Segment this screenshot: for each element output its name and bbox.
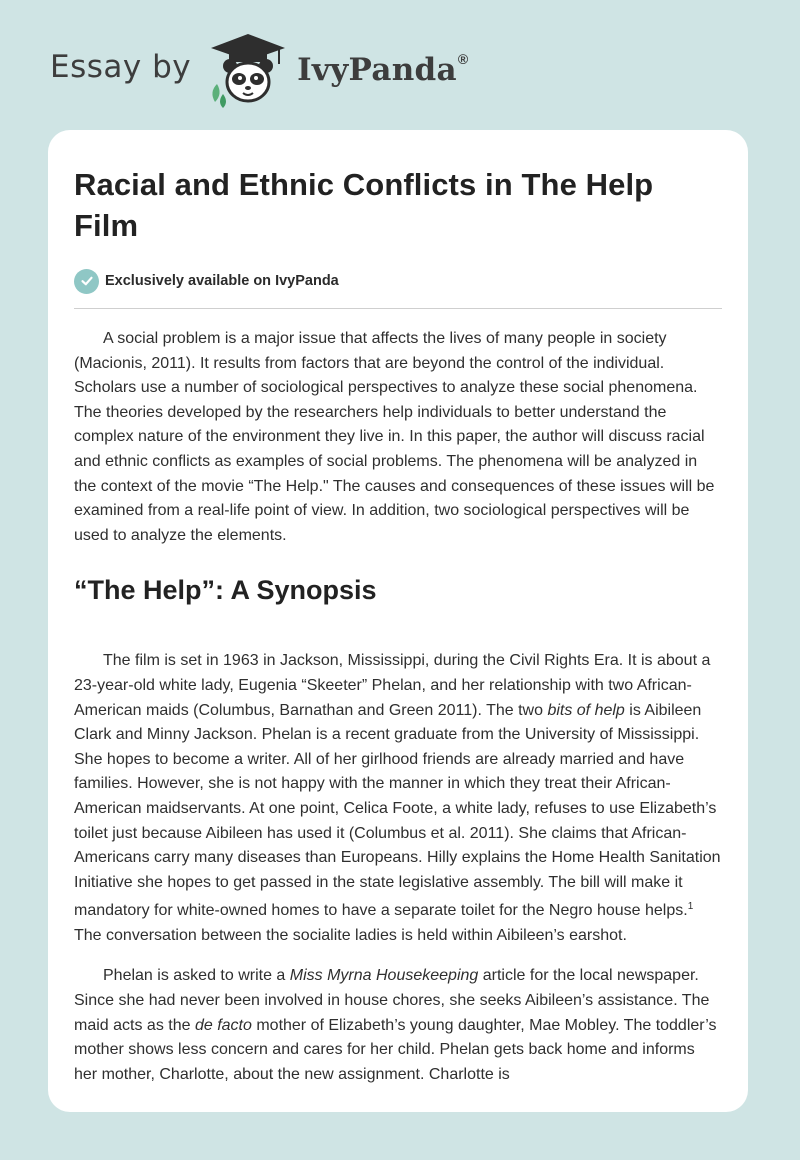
panda-graduate-logo-icon[interactable] (205, 32, 291, 108)
exclusive-badge (74, 268, 722, 294)
essay-card (48, 130, 748, 1112)
text-span: The film is set in 1963 in Jackson, Mississippi, during the Civil Rights Era. It is about a 23-year-old white lady, Eugenia “Skeeter” Phelan, and her relationship with two African-American maids (Columbus, Barnathan and Green 2011). The two (74, 652, 711, 719)
synopsis-paragraph-2 (74, 964, 722, 1087)
check-icon (74, 269, 99, 294)
footnote-marker[interactable]: 1 (687, 901, 694, 913)
italic-span: bits of help (547, 701, 625, 719)
synopsis-paragraph-1 (74, 649, 722, 948)
text-span: Phelan is asked to write a (103, 967, 290, 985)
intro-paragraph: A social problem is a major issue that affects the lives of many people in society (Macionis, 2011). It results from factors that are beyond the control of the individual. Scholars use a number of sociological perspectives to analyze these social phenomena. The theories developed by the researchers help individuals to better understand the complex nature of the environment they live in. In this paper, the author will discuss racial and ethnic conflicts as examples of social problems. The phenomena will be analyzed in the context of the movie “The Help." The causes and consequences of these issues will be examined from a real-life point of view. In addition, two sociological perspectives will be used to analyze the elements. (74, 330, 715, 544)
italic-span: de facto (194, 1016, 252, 1034)
divider (74, 308, 722, 309)
site-header (50, 30, 750, 110)
essay-title: Racial and Ethnic Conflicts in The Help Film (74, 167, 654, 243)
exclusive-badge-label: Exclusively available on IvyPanda (105, 273, 339, 289)
section-heading: “The Help”: A Synopsis (74, 575, 377, 606)
brand-label: IvyPanda (297, 51, 457, 88)
text-span: article for the local newspaper. Since she had never been involved in house chores, she seeks Aibileen’s assistance. The maid acts as the (74, 967, 710, 1034)
italic-span: Miss Myrna Housekeeping (289, 967, 479, 985)
text-span: mother of Elizabeth’s young daughter, Mae Mobley. The toddler’s mother shows less concern and cares for her child. Phelan gets back home and informs her mother, Charlotte, about the new assignment. Charlotte is (74, 1016, 717, 1083)
text-span: The conversation between the socialite ladies is held within Aibileen’s earshot. (74, 926, 627, 944)
essay-by-label: Essay by (50, 49, 192, 85)
brand-name[interactable] (297, 51, 468, 88)
text-span: is Aibileen Clark and Minny Jackson. Phelan is a recent graduate from the University of Mississippi. She hopes to become a writer. All of her girlhood friends are already married and have families. However, she is not happy with the manner in which they treat their African-American maidservants. At one point, Celica Foote, a white lady, refuses to use Elizabeth’s toilet just because Aibileen has used it (Columbus et al. 2011). She claims that African-Americans carry many diseases than Europeans. Hilly explains the Home Health Sanitation Initiative she hopes to get passed in the state legislative assembly. The bill will make it mandatory for white-owned homes to have a separate toilet for the Negro house helps. (74, 701, 721, 920)
registered-mark: ® (457, 50, 469, 67)
